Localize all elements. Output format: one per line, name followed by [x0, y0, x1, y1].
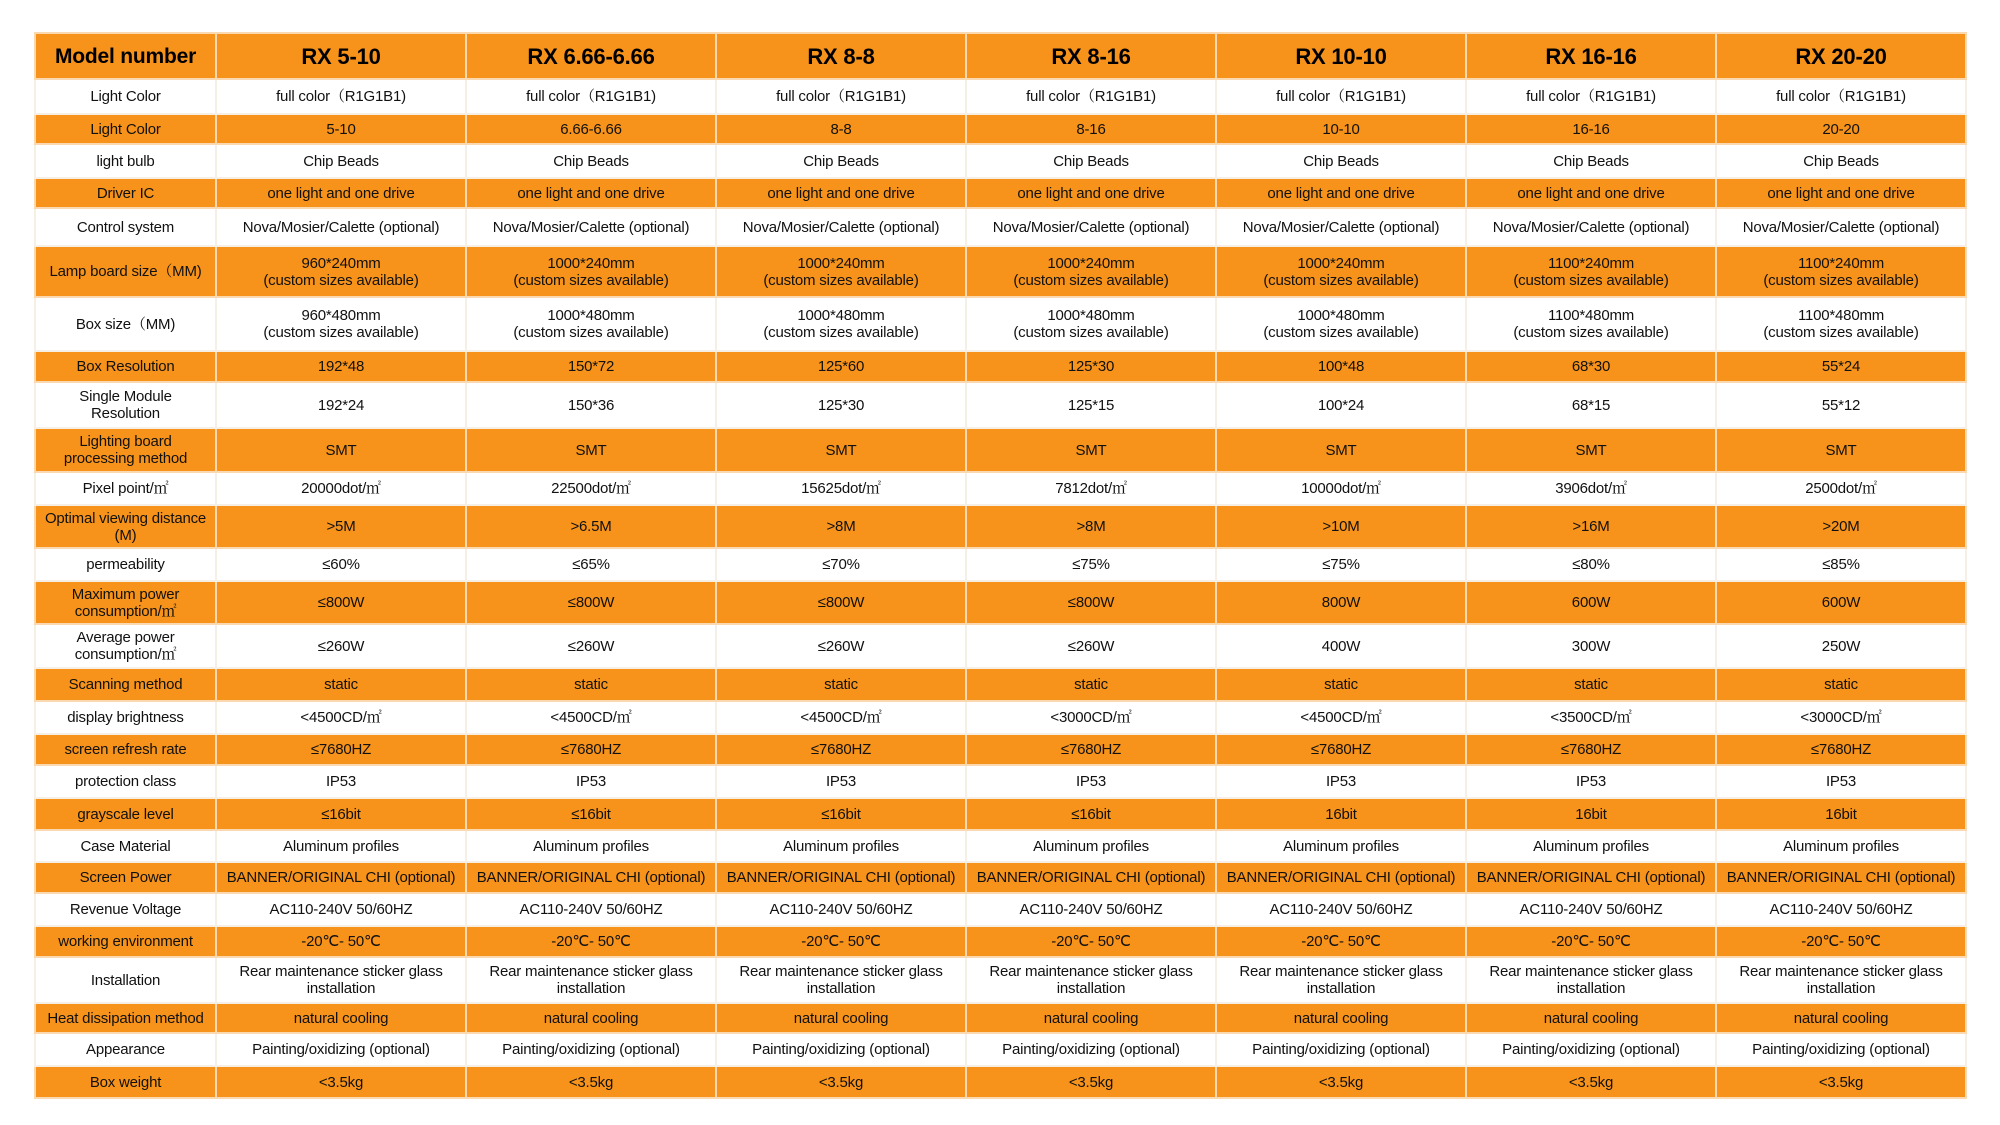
table-cell: ≤7680HZ: [966, 734, 1216, 765]
table-cell: Painting/oxidizing (optional): [966, 1033, 1216, 1066]
table-cell: 600W: [1466, 581, 1716, 624]
table-cell: 1100*240mm (custom sizes available): [1466, 246, 1716, 297]
table-cell: 1000*480mm (custom sizes available): [966, 297, 1216, 351]
table-cell: full color（R1G1B1): [716, 79, 966, 114]
table-cell: ≤16bit: [466, 798, 716, 830]
table-cell: -20℃- 50℃: [1466, 926, 1716, 957]
table-cell: >16M: [1466, 505, 1716, 548]
table-cell: ≤260W: [966, 624, 1216, 668]
table-row: [35, 862, 1966, 893]
table-cell: Aluminum profiles: [1466, 830, 1716, 862]
table-cell: ≤75%: [966, 548, 1216, 581]
table-cell: IP53: [966, 765, 1216, 798]
table-cell: Rear maintenance sticker glass installation: [1216, 957, 1466, 1003]
table-cell: Rear maintenance sticker glass installation: [466, 957, 716, 1003]
table-cell: <4500CD/㎡: [716, 701, 966, 734]
table-cell: Painting/oxidizing (optional): [1466, 1033, 1716, 1066]
table-cell: 1100*480mm (custom sizes available): [1716, 297, 1966, 351]
table-row: [35, 297, 1966, 351]
table-cell: -20℃- 50℃: [216, 926, 466, 957]
table-cell: ≤800W: [716, 581, 966, 624]
table-cell: <3500CD/㎡: [1466, 701, 1716, 734]
table-cell: ≤260W: [716, 624, 966, 668]
table-cell: SMT: [966, 428, 1216, 472]
table-cell: BANNER/ORIGINAL CHI (optional): [1466, 862, 1716, 893]
table-cell: Chip Beads: [716, 144, 966, 178]
spec-body: [35, 79, 1966, 1098]
table-cell: <3.5kg: [1216, 1066, 1466, 1098]
row-label: Screen Power: [35, 862, 216, 893]
table-cell: Rear maintenance sticker glass installation: [966, 957, 1216, 1003]
table-row: [35, 798, 1966, 830]
row-label: Average power consumption/㎡: [35, 624, 216, 668]
model-header: RX 5-10: [216, 33, 466, 79]
table-cell: >20M: [1716, 505, 1966, 548]
table-row: [35, 208, 1966, 246]
model-header: RX 8-8: [716, 33, 966, 79]
table-cell: AC110-240V 50/60HZ: [1466, 893, 1716, 926]
row-label: display brightness: [35, 701, 216, 734]
table-cell: BANNER/ORIGINAL CHI (optional): [1216, 862, 1466, 893]
row-label: Installation: [35, 957, 216, 1003]
table-cell: one light and one drive: [1466, 178, 1716, 208]
table-cell: AC110-240V 50/60HZ: [466, 893, 716, 926]
table-cell: BANNER/ORIGINAL CHI (optional): [1716, 862, 1966, 893]
table-cell: <3.5kg: [466, 1066, 716, 1098]
table-cell: 8-8: [716, 114, 966, 144]
table-cell: 800W: [1216, 581, 1466, 624]
table-cell: 125*60: [716, 351, 966, 382]
table-cell: -20℃- 50℃: [966, 926, 1216, 957]
table-cell: 1000*240mm (custom sizes available): [716, 246, 966, 297]
spec-table: [34, 32, 1967, 1099]
table-cell: BANNER/ORIGINAL CHI (optional): [466, 862, 716, 893]
table-cell: Nova/Mosier/Calette (optional): [1216, 208, 1466, 246]
table-cell: <3000CD/㎡: [1716, 701, 1966, 734]
table-cell: 10000dot/㎡: [1216, 472, 1466, 505]
header-row: [35, 33, 1966, 79]
table-cell: Painting/oxidizing (optional): [466, 1033, 716, 1066]
table-cell: 100*48: [1216, 351, 1466, 382]
table-cell: Aluminum profiles: [1716, 830, 1966, 862]
table-cell: IP53: [1216, 765, 1466, 798]
table-row: [35, 668, 1966, 701]
table-row: [35, 581, 1966, 624]
table-cell: AC110-240V 50/60HZ: [1216, 893, 1466, 926]
table-cell: ≤16bit: [966, 798, 1216, 830]
row-label: Heat dissipation method: [35, 1003, 216, 1033]
table-cell: natural cooling: [216, 1003, 466, 1033]
row-label: Box Resolution: [35, 351, 216, 382]
table-cell: 1000*240mm (custom sizes available): [466, 246, 716, 297]
table-cell: -20℃- 50℃: [1716, 926, 1966, 957]
table-cell: static: [966, 668, 1216, 701]
table-cell: Chip Beads: [966, 144, 1216, 178]
table-cell: Nova/Mosier/Calette (optional): [966, 208, 1216, 246]
table-cell: natural cooling: [1716, 1003, 1966, 1033]
table-cell: Aluminum profiles: [966, 830, 1216, 862]
table-cell: BANNER/ORIGINAL CHI (optional): [716, 862, 966, 893]
table-row: [35, 957, 1966, 1003]
table-cell: ≤800W: [216, 581, 466, 624]
table-cell: static: [466, 668, 716, 701]
table-cell: full color（R1G1B1): [216, 79, 466, 114]
table-cell: 960*240mm (custom sizes available): [216, 246, 466, 297]
table-cell: >10M: [1216, 505, 1466, 548]
table-cell: 1100*480mm (custom sizes available): [1466, 297, 1716, 351]
table-cell: Painting/oxidizing (optional): [716, 1033, 966, 1066]
row-label: Optimal viewing distance (M): [35, 505, 216, 548]
table-cell: Painting/oxidizing (optional): [1716, 1033, 1966, 1066]
model-header: RX 10-10: [1216, 33, 1466, 79]
row-label: Driver IC: [35, 178, 216, 208]
table-cell: 192*24: [216, 382, 466, 428]
table-cell: 150*36: [466, 382, 716, 428]
table-cell: ≤80%: [1466, 548, 1716, 581]
table-cell: 55*12: [1716, 382, 1966, 428]
table-cell: <3.5kg: [1466, 1066, 1716, 1098]
model-header: RX 8-16: [966, 33, 1216, 79]
table-cell: 20000dot/㎡: [216, 472, 466, 505]
row-label: Case Material: [35, 830, 216, 862]
table-cell: 1000*240mm (custom sizes available): [1216, 246, 1466, 297]
table-cell: Nova/Mosier/Calette (optional): [1466, 208, 1716, 246]
table-cell: 192*48: [216, 351, 466, 382]
table-cell: 1000*480mm (custom sizes available): [1216, 297, 1466, 351]
table-cell: 16bit: [1466, 798, 1716, 830]
table-cell: one light and one drive: [966, 178, 1216, 208]
row-label: Control system: [35, 208, 216, 246]
row-label: screen refresh rate: [35, 734, 216, 765]
table-cell: ≤260W: [216, 624, 466, 668]
table-cell: 400W: [1216, 624, 1466, 668]
table-row: [35, 472, 1966, 505]
table-cell: AC110-240V 50/60HZ: [716, 893, 966, 926]
table-cell: ≤16bit: [716, 798, 966, 830]
table-cell: BANNER/ORIGINAL CHI (optional): [966, 862, 1216, 893]
table-row: [35, 114, 1966, 144]
table-row: [35, 830, 1966, 862]
table-cell: natural cooling: [1216, 1003, 1466, 1033]
row-label: Maximum power consumption/㎡: [35, 581, 216, 624]
table-cell: ≤800W: [966, 581, 1216, 624]
table-cell: 15625dot/㎡: [716, 472, 966, 505]
table-cell: natural cooling: [466, 1003, 716, 1033]
table-cell: Aluminum profiles: [466, 830, 716, 862]
table-cell: ≤85%: [1716, 548, 1966, 581]
table-cell: IP53: [1716, 765, 1966, 798]
table-row: [35, 351, 1966, 382]
table-cell: one light and one drive: [1216, 178, 1466, 208]
table-cell: Nova/Mosier/Calette (optional): [216, 208, 466, 246]
table-cell: 1100*240mm (custom sizes available): [1716, 246, 1966, 297]
table-row: [35, 1066, 1966, 1098]
row-label: Box weight: [35, 1066, 216, 1098]
table-row: [35, 428, 1966, 472]
table-cell: static: [1216, 668, 1466, 701]
table-cell: >8M: [716, 505, 966, 548]
row-label: Revenue Voltage: [35, 893, 216, 926]
table-cell: ≤7680HZ: [1216, 734, 1466, 765]
table-cell: Rear maintenance sticker glass installation: [216, 957, 466, 1003]
table-cell: SMT: [1716, 428, 1966, 472]
table-cell: ≤7680HZ: [466, 734, 716, 765]
table-cell: 20-20: [1716, 114, 1966, 144]
model-header: RX 20-20: [1716, 33, 1966, 79]
table-row: [35, 144, 1966, 178]
table-cell: full color（R1G1B1): [1216, 79, 1466, 114]
row-label: Light Color: [35, 114, 216, 144]
table-cell: Nova/Mosier/Calette (optional): [466, 208, 716, 246]
table-cell: 68*15: [1466, 382, 1716, 428]
table-cell: ≤7680HZ: [216, 734, 466, 765]
table-cell: Rear maintenance sticker glass installation: [716, 957, 966, 1003]
table-cell: SMT: [1466, 428, 1716, 472]
table-cell: Chip Beads: [1216, 144, 1466, 178]
table-cell: natural cooling: [1466, 1003, 1716, 1033]
table-cell: static: [716, 668, 966, 701]
table-row: [35, 701, 1966, 734]
table-cell: IP53: [1466, 765, 1716, 798]
table-cell: 300W: [1466, 624, 1716, 668]
table-cell: 1000*480mm (custom sizes available): [716, 297, 966, 351]
table-cell: AC110-240V 50/60HZ: [1716, 893, 1966, 926]
table-cell: ≤75%: [1216, 548, 1466, 581]
row-label: grayscale level: [35, 798, 216, 830]
table-cell: Rear maintenance sticker glass installation: [1466, 957, 1716, 1003]
table-cell: 3906dot/㎡: [1466, 472, 1716, 505]
table-cell: full color（R1G1B1): [466, 79, 716, 114]
table-cell: <3.5kg: [216, 1066, 466, 1098]
table-cell: Nova/Mosier/Calette (optional): [1716, 208, 1966, 246]
table-cell: ≤7680HZ: [716, 734, 966, 765]
table-row: [35, 79, 1966, 114]
row-label: Lamp board size（MM): [35, 246, 216, 297]
table-cell: 1000*240mm (custom sizes available): [966, 246, 1216, 297]
table-cell: ≤7680HZ: [1466, 734, 1716, 765]
table-cell: SMT: [216, 428, 466, 472]
table-cell: <4500CD/㎡: [466, 701, 716, 734]
table-cell: natural cooling: [966, 1003, 1216, 1033]
table-cell: 250W: [1716, 624, 1966, 668]
table-cell: <3.5kg: [716, 1066, 966, 1098]
table-cell: full color（R1G1B1): [1466, 79, 1716, 114]
table-row: [35, 178, 1966, 208]
table-cell: -20℃- 50℃: [1216, 926, 1466, 957]
table-cell: one light and one drive: [716, 178, 966, 208]
row-label: Scanning method: [35, 668, 216, 701]
table-cell: 16bit: [1216, 798, 1466, 830]
table-cell: Painting/oxidizing (optional): [216, 1033, 466, 1066]
table-row: [35, 382, 1966, 428]
table-cell: 960*480mm (custom sizes available): [216, 297, 466, 351]
table-cell: ≤7680HZ: [1716, 734, 1966, 765]
table-cell: Aluminum profiles: [216, 830, 466, 862]
table-cell: natural cooling: [716, 1003, 966, 1033]
table-cell: <4500CD/㎡: [216, 701, 466, 734]
table-cell: AC110-240V 50/60HZ: [216, 893, 466, 926]
table-row: [35, 624, 1966, 668]
table-cell: 55*24: [1716, 351, 1966, 382]
table-cell: >6.5M: [466, 505, 716, 548]
table-cell: 125*15: [966, 382, 1216, 428]
table-cell: Nova/Mosier/Calette (optional): [716, 208, 966, 246]
table-cell: ≤65%: [466, 548, 716, 581]
table-row: [35, 505, 1966, 548]
table-cell: Aluminum profiles: [1216, 830, 1466, 862]
table-cell: <3.5kg: [1716, 1066, 1966, 1098]
table-row: [35, 765, 1966, 798]
table-cell: 16-16: [1466, 114, 1716, 144]
table-row: [35, 246, 1966, 297]
table-cell: ≤800W: [466, 581, 716, 624]
table-cell: static: [1466, 668, 1716, 701]
table-cell: SMT: [466, 428, 716, 472]
table-cell: Aluminum profiles: [716, 830, 966, 862]
model-header: RX 16-16: [1466, 33, 1716, 79]
table-cell: BANNER/ORIGINAL CHI (optional): [216, 862, 466, 893]
table-cell: static: [216, 668, 466, 701]
row-label: working environment: [35, 926, 216, 957]
table-cell: <4500CD/㎡: [1216, 701, 1466, 734]
table-cell: SMT: [1216, 428, 1466, 472]
table-cell: 7812dot/㎡: [966, 472, 1216, 505]
table-cell: 16bit: [1716, 798, 1966, 830]
table-cell: -20℃- 50℃: [466, 926, 716, 957]
table-cell: ≤70%: [716, 548, 966, 581]
table-cell: 2500dot/㎡: [1716, 472, 1966, 505]
table-cell: 6.66-6.66: [466, 114, 716, 144]
row-label: Lighting board processing method: [35, 428, 216, 472]
table-cell: one light and one drive: [466, 178, 716, 208]
table-cell: 100*24: [1216, 382, 1466, 428]
row-label: Box size（MM): [35, 297, 216, 351]
table-cell: >8M: [966, 505, 1216, 548]
table-cell: 1000*480mm (custom sizes available): [466, 297, 716, 351]
table-cell: SMT: [716, 428, 966, 472]
table-row: [35, 734, 1966, 765]
table-cell: -20℃- 50℃: [716, 926, 966, 957]
table-cell: <3.5kg: [966, 1066, 1216, 1098]
table-cell: 8-16: [966, 114, 1216, 144]
table-cell: Chip Beads: [466, 144, 716, 178]
table-cell: ≤16bit: [216, 798, 466, 830]
table-cell: Painting/oxidizing (optional): [1216, 1033, 1466, 1066]
table-cell: Chip Beads: [1466, 144, 1716, 178]
model-header: RX 6.66-6.66: [466, 33, 716, 79]
row-label: Appearance: [35, 1033, 216, 1066]
table-cell: one light and one drive: [216, 178, 466, 208]
table-cell: ≤60%: [216, 548, 466, 581]
table-cell: ≤260W: [466, 624, 716, 668]
table-cell: IP53: [716, 765, 966, 798]
header-label: Model number: [35, 33, 216, 79]
table-cell: Chip Beads: [216, 144, 466, 178]
table-row: [35, 548, 1966, 581]
table-cell: one light and one drive: [1716, 178, 1966, 208]
table-cell: 22500dot/㎡: [466, 472, 716, 505]
table-cell: 10-10: [1216, 114, 1466, 144]
table-cell: Rear maintenance sticker glass installation: [1716, 957, 1966, 1003]
table-cell: AC110-240V 50/60HZ: [966, 893, 1216, 926]
table-cell: IP53: [466, 765, 716, 798]
table-cell: 150*72: [466, 351, 716, 382]
table-cell: 125*30: [716, 382, 966, 428]
table-cell: 600W: [1716, 581, 1966, 624]
row-label: Pixel point/㎡: [35, 472, 216, 505]
table-cell: Chip Beads: [1716, 144, 1966, 178]
table-cell: 68*30: [1466, 351, 1716, 382]
row-label: protection class: [35, 765, 216, 798]
table-cell: full color（R1G1B1): [966, 79, 1216, 114]
table-cell: >5M: [216, 505, 466, 548]
table-row: [35, 893, 1966, 926]
table-cell: 125*30: [966, 351, 1216, 382]
row-label: Light Color: [35, 79, 216, 114]
table-cell: static: [1716, 668, 1966, 701]
table-cell: full color（R1G1B1): [1716, 79, 1966, 114]
table-row: [35, 1033, 1966, 1066]
row-label: Single Module Resolution: [35, 382, 216, 428]
row-label: light bulb: [35, 144, 216, 178]
table-row: [35, 1003, 1966, 1033]
row-label: permeability: [35, 548, 216, 581]
table-row: [35, 926, 1966, 957]
table-cell: 5-10: [216, 114, 466, 144]
table-cell: IP53: [216, 765, 466, 798]
table-cell: <3000CD/㎡: [966, 701, 1216, 734]
